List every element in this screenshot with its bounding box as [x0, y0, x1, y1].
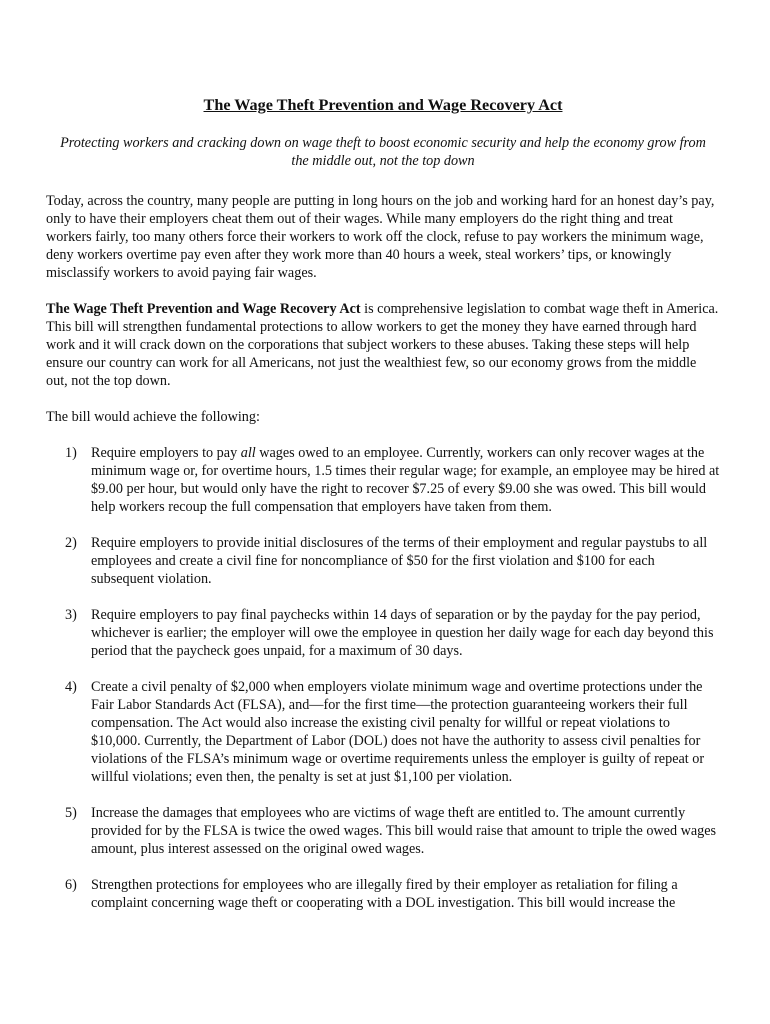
item-text: Require employers to pay all wages owed to an employee. Currently, workers can only recover wages at the minimum wage or, for overtime hours, 1.5 times their regular wage; for example, an employee may be hired at $9.00 per hour, but would only have the right to recover $7.25 of every $9.00 she was owed. This bill would help workers recoup the full compensation that employers have taken from them. — [91, 445, 720, 515]
list-item — [46, 804, 720, 858]
item-text: Require employers to pay final paychecks within 14 days of separation or by the payday for the pay period, whichever is earlier; the employer will owe the employee in question her daily wage for each day beyond this period that the paycheck goes unpaid, for a maximum of 30 days. — [91, 607, 714, 659]
item-number: 4) — [65, 679, 77, 695]
act-summary-paragraph — [46, 300, 720, 390]
item-number: 5) — [65, 805, 77, 821]
list-item — [46, 534, 720, 588]
provisions-list — [46, 444, 720, 912]
list-item — [46, 678, 720, 786]
list-intro: The bill would achieve the following: — [46, 409, 260, 425]
item-number: 2) — [65, 535, 77, 551]
document-title: The Wage Theft Prevention and Wage Recovery Act — [203, 96, 563, 114]
intro-paragraph: Today, across the country, many people are putting in long hours on the job and working hard for an honest day’s pay, only to have their employers cheat them out of their wages. While many employers do the right thing and treat workers fairly, too many others force their workers to work off the clock, refuse to pay workers the minimum wage, deny workers overtime pay even after they work more than 40 hours a week, steal workers’ tips, or knowingly misclassify workers to avoid paying fair wages. — [46, 193, 715, 281]
item-text: Create a civil penalty of $2,000 when employers violate minimum wage and overtime protections under the Fair Labor Standards Act (FLSA), and—for the first time—the protection guaranteeing workers their full compensation. The Act would also increase the existing civil penalty for willful or repeat violations to $10,000. Currently, the Department of Labor (DOL) does not have the authority to assess civil penalties for violations of the FLSA’s minimum wage or overtime requirements unless the employer is guilty of repeat or willful violations; even then, the penalty is set at just $1,100 per violation. — [91, 679, 705, 785]
list-item — [46, 876, 720, 912]
item-number: 3) — [65, 607, 77, 623]
item-text: Increase the damages that employees who are victims of wage theft are entitled to. The amount currently provided for by the FLSA is twice the owed wages. This bill would raise that amount to triple the owed wages amount, plus interest assessed on the original owed wages. — [91, 805, 717, 857]
list-item — [46, 444, 720, 516]
emphasis-all: all — [240, 445, 256, 461]
item-text: Strengthen protections for employees who are illegally fired by their employer as retaliation for filing a complaint concerning wage theft or cooperating with a DOL investigation. This bill would increase the — [91, 877, 678, 911]
list-item — [46, 606, 720, 660]
act-name: The Wage Theft Prevention and Wage Recovery Act — [46, 301, 361, 317]
item-number: 6) — [65, 877, 77, 893]
item-number: 1) — [65, 445, 77, 461]
item-text: Require employers to provide initial disclosures of the terms of their employment and regular paystubs to all employees and create a civil fine for noncompliance of $50 for the first violation and $100 for each subsequent violation. — [91, 535, 708, 587]
document-subtitle: Protecting workers and cracking down on wage theft to boost economic security and help the economy grow from the middle out, not the top down — [60, 135, 706, 169]
act-description: is comprehensive legislation to combat wage theft in America. This bill will strengthen fundamental protections to allow workers to get the money they have earned through hard work and it will crack down on the corporations that subject workers to these abuses. Taking these steps will help ensure our country can work for all Americans, not just the wealthiest few, so our economy grows from the middle out, not the top down. — [46, 301, 719, 389]
